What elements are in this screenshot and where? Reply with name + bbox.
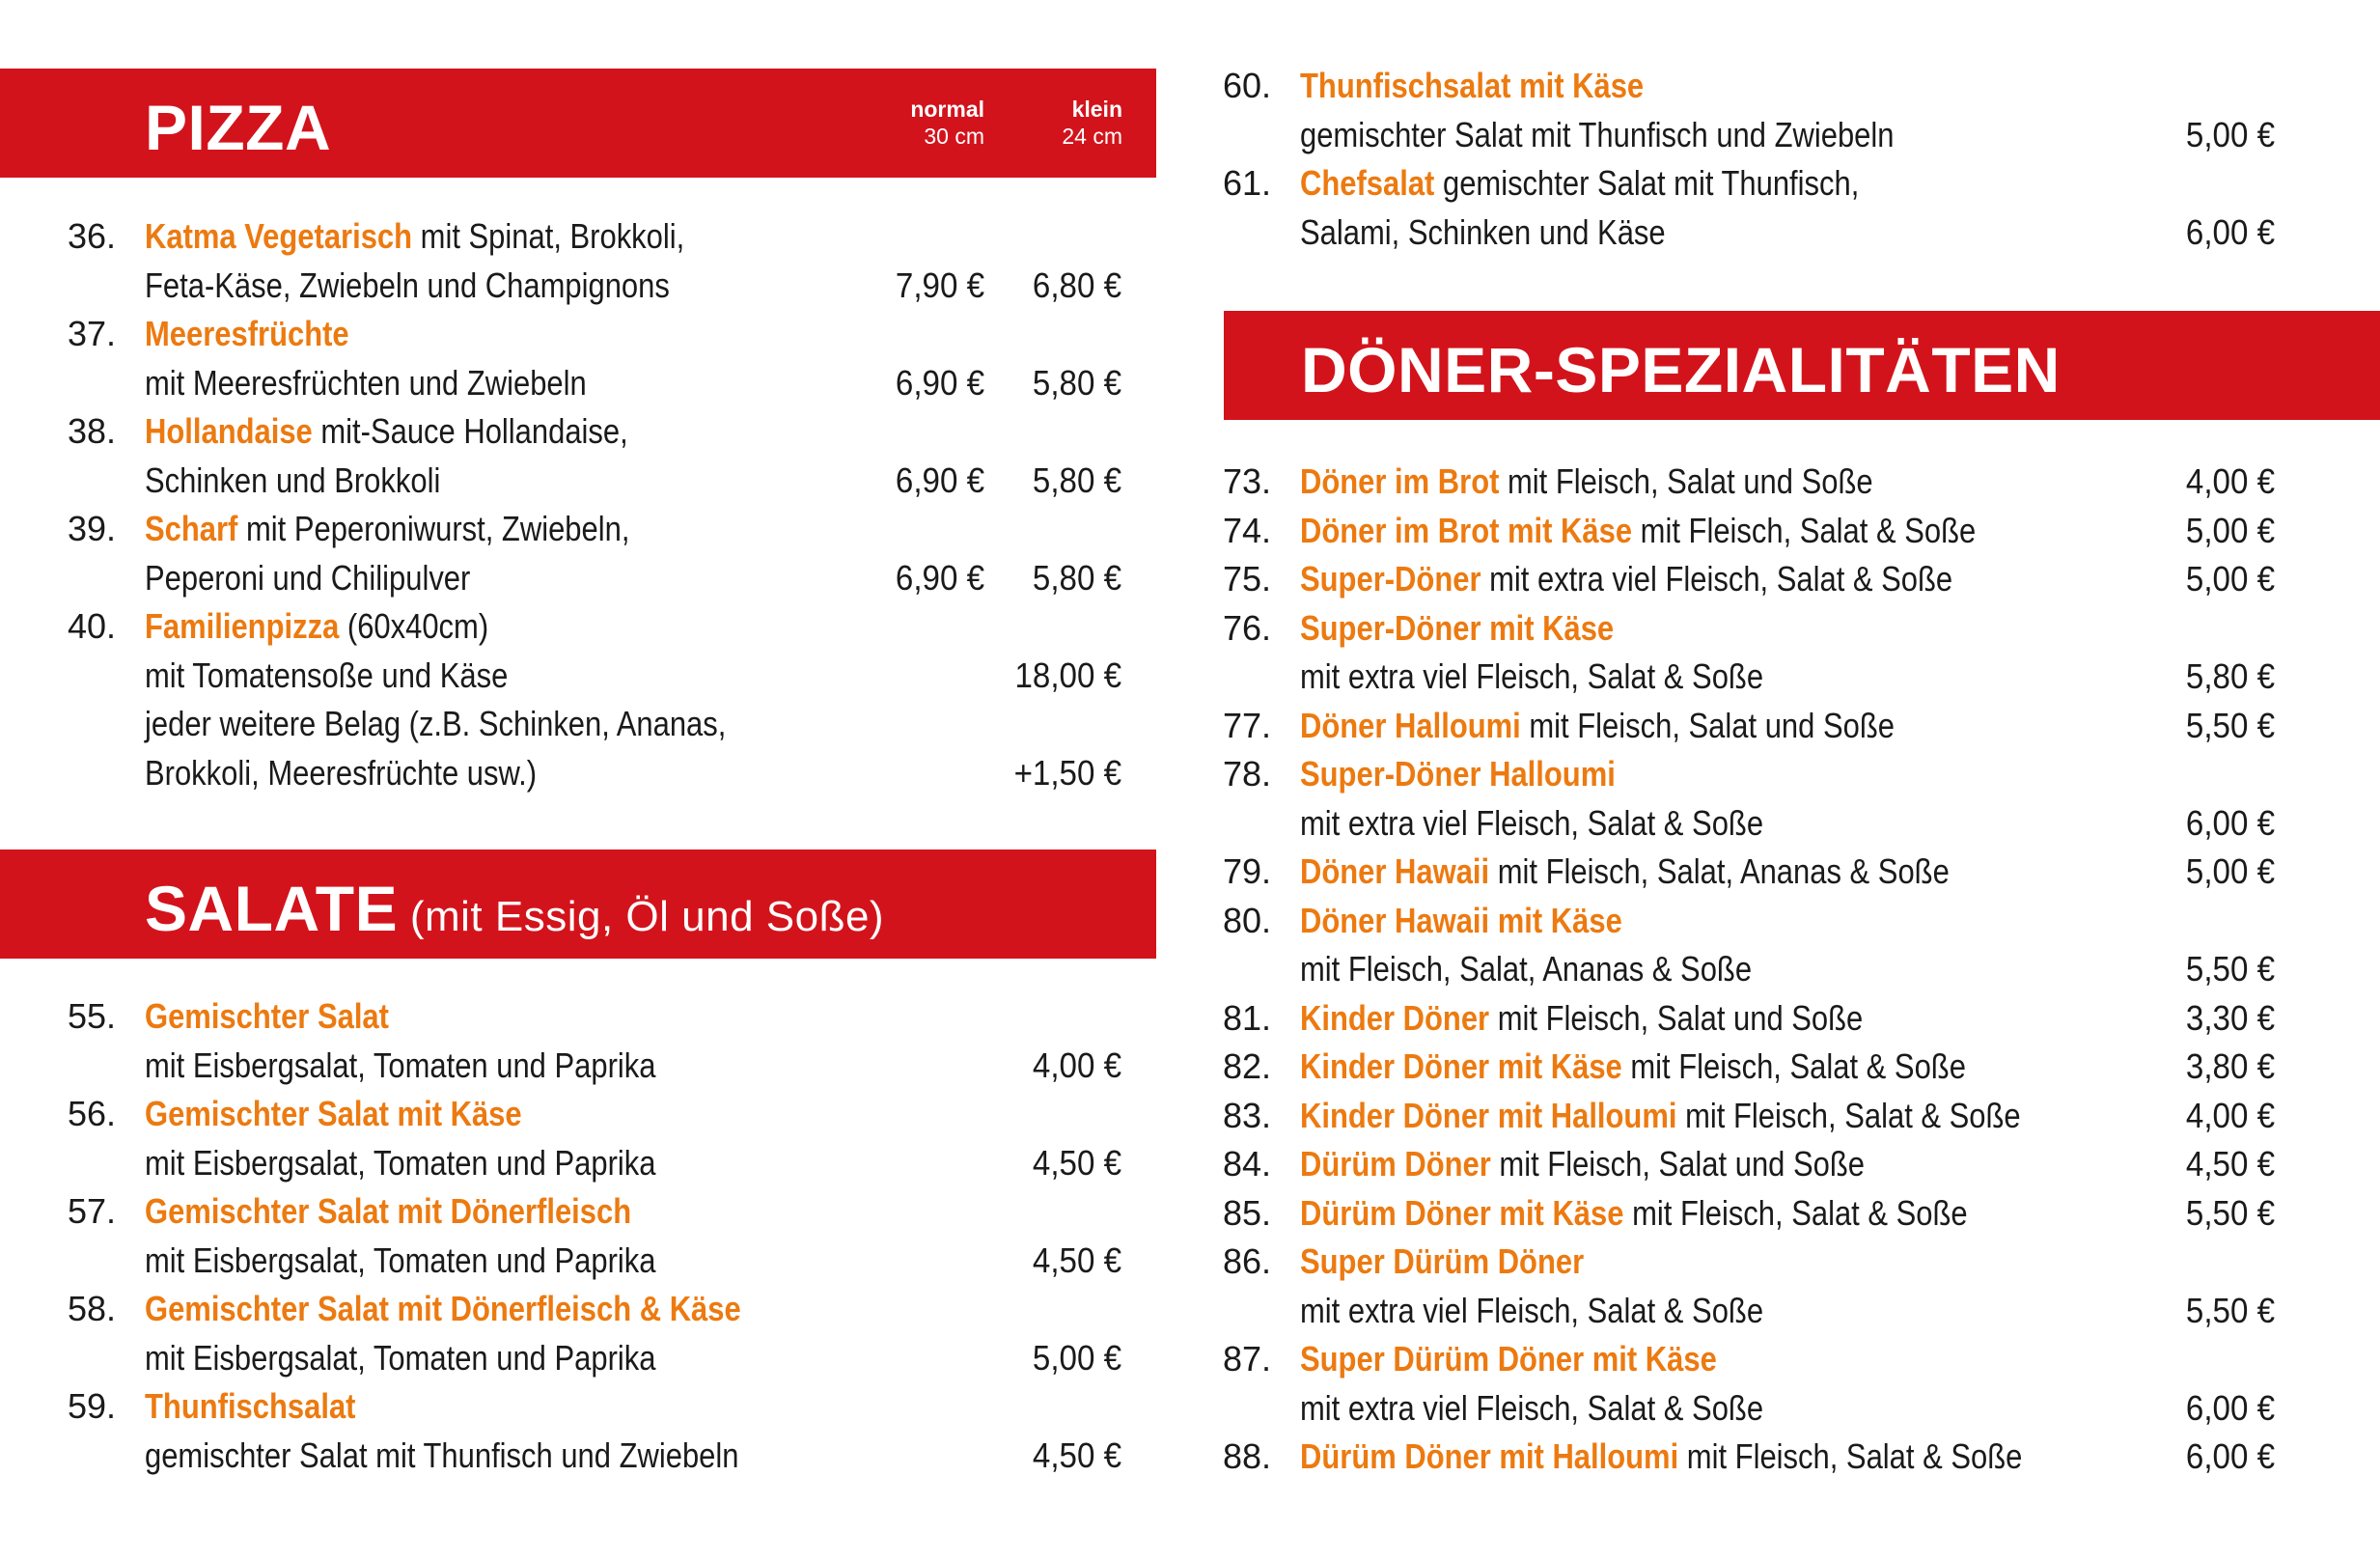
- item-name: Super-Döner Halloumi: [1300, 754, 1616, 794]
- menu-line: [58, 1090, 1129, 1138]
- item-name: Dürüm Döner: [1300, 1144, 1491, 1184]
- item-name: Kinder Döner mit Käse: [1300, 1046, 1622, 1086]
- menu-line: [58, 359, 1129, 407]
- item-description: mit Fleisch, Salat, Ananas & Soße: [1489, 851, 1950, 891]
- item-description: mit Fleisch, Salat und Soße: [1490, 1144, 1865, 1184]
- item-price: 5,50 €: [2185, 1192, 2275, 1233]
- item-price: 5,80 €: [1032, 557, 1121, 598]
- item-description: mit Fleisch, Salat und Soße: [1489, 997, 1864, 1038]
- menu-line: [58, 749, 1129, 797]
- item-number: 85.: [1222, 1192, 1271, 1233]
- item-number: 37.: [67, 314, 116, 353]
- item-text: [1300, 1092, 2021, 1140]
- item-name: Döner im Brot: [1300, 461, 1500, 501]
- item-name: Kinder Döner: [1300, 997, 1490, 1038]
- item-price: 6,00 €: [2185, 802, 2275, 843]
- item-text: [1300, 1189, 1968, 1238]
- item-name: Kinder Döner mit Halloumi: [1300, 1095, 1677, 1135]
- item-number: 87.: [1222, 1339, 1271, 1379]
- item-number: 82.: [1222, 1046, 1271, 1086]
- item-description: mit Fleisch, Salat und Soße: [1499, 461, 1873, 501]
- item-text: [1300, 1335, 1717, 1383]
- item-name: Hollandaise: [145, 411, 313, 451]
- menu-line: [1213, 945, 2323, 993]
- menu-line: [58, 1237, 1129, 1285]
- item-text: [1300, 159, 1859, 208]
- item-text: [145, 310, 349, 358]
- item-text: [1300, 799, 1763, 848]
- menu-line: [1213, 604, 2323, 653]
- item-name: Super Dürüm Döner mit Käse: [1300, 1339, 1717, 1379]
- item-name: Gemischter Salat mit Dönerfleisch & Käse: [145, 1289, 741, 1328]
- menu-line: [1213, 209, 2323, 257]
- item-description: mit extra viel Fleisch, Salat & Soße: [1481, 559, 1953, 599]
- menu-line: [58, 262, 1129, 310]
- item-description: mit Peperoniwurst, Zwiebeln,: [237, 509, 630, 548]
- item-name: Thunfischsalat: [145, 1386, 356, 1426]
- item-text: [145, 554, 470, 602]
- item-price: 6,80 €: [1032, 265, 1121, 305]
- item-description: mit Fleisch, Salat, Ananas & Soße: [1300, 949, 1753, 989]
- pizza-col-normal-size: 30 cm: [924, 124, 984, 149]
- menu-line: [1213, 799, 2323, 848]
- item-number: 78.: [1222, 754, 1271, 794]
- item-name: Döner Hawaii: [1300, 851, 1490, 891]
- item-price: 5,80 €: [1032, 460, 1121, 500]
- item-name: Meeresfrüchte: [145, 314, 349, 353]
- menu-line: [1213, 1384, 2323, 1433]
- item-text: [145, 1285, 741, 1333]
- item-name: Dürüm Döner mit Halloumi: [1300, 1436, 1679, 1476]
- item-text: [145, 700, 726, 748]
- item-price: 5,50 €: [2185, 1290, 2275, 1330]
- item-text: [1300, 209, 1666, 257]
- item-price: 5,80 €: [1032, 362, 1121, 403]
- item-name: Super Dürüm Döner: [1300, 1241, 1585, 1281]
- item-text: [1300, 994, 1863, 1043]
- item-text: [1300, 897, 1622, 945]
- item-price: 4,50 €: [2185, 1144, 2275, 1184]
- item-text: [1300, 1140, 1865, 1188]
- item-description: mit Eisbergsalat, Tomaten und Paprika: [145, 1337, 656, 1378]
- item-description: Salami, Schinken und Käse: [1300, 211, 1666, 252]
- menu-line: [58, 212, 1129, 261]
- item-price: 5,80 €: [2185, 656, 2275, 696]
- item-description: Brokkoli, Meeresfrüchte usw.): [145, 752, 538, 793]
- item-text: [1300, 111, 1894, 159]
- menu-line: [58, 992, 1129, 1041]
- item-text: [145, 505, 629, 553]
- item-number: 36.: [67, 216, 116, 256]
- item-number: 73.: [1222, 461, 1271, 501]
- item-text: [1300, 702, 1895, 750]
- item-name: Super-Döner: [1300, 559, 1481, 599]
- menu-line: [1213, 1287, 2323, 1335]
- item-text: [145, 1432, 738, 1480]
- item-description: Peperoni und Chilipulver: [145, 557, 471, 598]
- item-description: Feta-Käse, Zwiebeln und Champignons: [145, 265, 670, 305]
- menu-line: [58, 1285, 1129, 1333]
- menu-line: [58, 700, 1129, 748]
- menu-line: [1213, 1189, 2323, 1238]
- pizza-col-klein-label: klein: [1071, 97, 1122, 122]
- item-number: 80.: [1222, 900, 1271, 940]
- menu-line: [58, 1432, 1129, 1480]
- menu-line: [58, 652, 1129, 700]
- item-text: [1300, 653, 1763, 701]
- item-number: 75.: [1222, 559, 1271, 599]
- item-text: [145, 1090, 522, 1138]
- menu-line: [1213, 159, 2323, 208]
- menu-line: [58, 310, 1129, 358]
- item-description: gemischter Salat mit Thunfisch und Zwiebeln: [145, 1435, 739, 1475]
- item-text: [145, 1042, 655, 1090]
- item-price: 6,00 €: [2185, 1436, 2275, 1476]
- item-text: [145, 652, 508, 700]
- pizza-col-normal-label: normal: [910, 97, 984, 122]
- menu-line: [58, 1187, 1129, 1236]
- menu-line: [1213, 994, 2323, 1043]
- menu-line: [1213, 1043, 2323, 1091]
- menu-line: [1213, 555, 2323, 603]
- item-number: 61.: [1222, 163, 1271, 203]
- item-price: 5,00 €: [2185, 114, 2275, 154]
- item-text: [145, 212, 684, 261]
- item-text: [145, 457, 440, 505]
- menu-line: [1213, 897, 2323, 945]
- item-number: 83.: [1222, 1095, 1271, 1135]
- item-price: 6,00 €: [2185, 211, 2275, 252]
- menu-line: [58, 505, 1129, 553]
- item-text: [1300, 848, 1950, 896]
- item-text: [1300, 555, 1952, 603]
- item-description: mit Fleisch, Salat & Soße: [1621, 1046, 1966, 1086]
- item-price: 7,90 €: [895, 265, 984, 305]
- item-name: Döner Halloumi: [1300, 705, 1521, 745]
- pizza-col-klein-size: 24 cm: [1062, 124, 1122, 149]
- item-number: 57.: [67, 1191, 116, 1231]
- item-text: [1300, 507, 1976, 555]
- item-number: 81.: [1222, 997, 1271, 1038]
- item-description: gemischter Salat mit Thunfisch,: [1434, 163, 1860, 203]
- item-price: 4,50 €: [1032, 1240, 1121, 1280]
- item-price: 4,50 €: [1032, 1435, 1121, 1475]
- item-name: Chefsalat: [1300, 163, 1435, 203]
- item-description: mit Meeresfrüchten und Zwiebeln: [145, 362, 587, 403]
- item-price: 6,90 €: [895, 362, 984, 403]
- menu-line: [1213, 653, 2323, 701]
- menu-line: [58, 1382, 1129, 1431]
- item-name: Gemischter Salat mit Dönerfleisch: [145, 1191, 632, 1231]
- item-text: [145, 1187, 631, 1236]
- salate-title: [145, 873, 885, 944]
- item-description: mit-Sauce Hollandaise,: [312, 411, 628, 451]
- menu-line: [1213, 111, 2323, 159]
- menu-line: [58, 1139, 1129, 1187]
- item-name: Dürüm Döner mit Käse: [1300, 1192, 1624, 1233]
- menu-line: [1213, 750, 2323, 798]
- pizza-col-klein: [1007, 96, 1122, 150]
- menu-line: [1213, 1433, 2323, 1481]
- item-text: [1300, 1287, 1763, 1335]
- doener-banner: [1224, 311, 2380, 420]
- item-description: mit extra viel Fleisch, Salat & Soße: [1300, 656, 1764, 696]
- item-text: [145, 602, 488, 651]
- item-price: 4,00 €: [2185, 461, 2275, 501]
- doener-title: DÖNER-SPEZIALITÄTEN: [1301, 334, 2061, 405]
- menu-line: [1213, 1092, 2323, 1140]
- item-name: Döner Hawaii mit Käse: [1300, 900, 1622, 940]
- item-price: 6,90 €: [895, 460, 984, 500]
- item-price: 6,00 €: [2185, 1387, 2275, 1428]
- menu-line: [58, 1042, 1129, 1090]
- item-description: mit Eisbergsalat, Tomaten und Paprika: [145, 1045, 656, 1085]
- menu-line: [1213, 458, 2323, 506]
- item-description: mit extra viel Fleisch, Salat & Soße: [1300, 1387, 1764, 1428]
- item-description: mit Fleisch, Salat & Soße: [1623, 1192, 1968, 1233]
- item-price: 5,00 €: [2185, 559, 2275, 599]
- item-text: [1300, 1238, 1584, 1286]
- item-description: Schinken und Brokkoli: [145, 460, 441, 500]
- menu-line: [1213, 1140, 2323, 1188]
- item-text: [1300, 1433, 2022, 1481]
- item-text: [145, 992, 389, 1041]
- item-number: 55.: [67, 996, 116, 1036]
- item-price: 5,50 €: [2185, 705, 2275, 745]
- item-text: [1300, 945, 1752, 993]
- item-price: 4,50 €: [1032, 1142, 1121, 1183]
- item-price: 4,00 €: [2185, 1095, 2275, 1135]
- item-text: [145, 407, 628, 456]
- item-number: 88.: [1222, 1436, 1271, 1476]
- item-number: 76.: [1222, 607, 1271, 648]
- item-price: 3,80 €: [2185, 1046, 2275, 1086]
- item-number: 84.: [1222, 1144, 1271, 1184]
- item-price: 5,00 €: [2185, 510, 2275, 550]
- menu-line: [1213, 848, 2323, 896]
- item-price: 18,00 €: [1014, 655, 1121, 695]
- item-name: Döner im Brot mit Käse: [1300, 510, 1633, 550]
- item-description: mit Eisbergsalat, Tomaten und Paprika: [145, 1142, 656, 1183]
- item-name: Gemischter Salat: [145, 996, 389, 1036]
- item-description: mit Spinat, Brokkoli,: [412, 216, 685, 256]
- item-number: 74.: [1222, 510, 1271, 550]
- menu-line: [58, 602, 1129, 651]
- pizza-banner: [0, 69, 1156, 178]
- item-text: [1300, 604, 1614, 653]
- item-description: gemischter Salat mit Thunfisch und Zwiebeln: [1300, 114, 1895, 154]
- item-number: 77.: [1222, 705, 1271, 745]
- menu-line: [58, 1334, 1129, 1382]
- item-name: Scharf: [145, 509, 238, 548]
- item-name: Familienpizza: [145, 606, 340, 646]
- menu-line: [1213, 1238, 2323, 1286]
- item-description: jeder weitere Belag (z.B. Schinken, Ananas,: [145, 704, 727, 743]
- item-number: 38.: [67, 411, 116, 451]
- menu-line: [1213, 702, 2323, 750]
- item-number: 58.: [67, 1289, 116, 1328]
- item-price: 5,50 €: [2185, 949, 2275, 989]
- item-text: [145, 1237, 655, 1285]
- pizza-col-normal: [869, 96, 984, 150]
- item-description: mit Fleisch, Salat und Soße: [1520, 705, 1895, 745]
- item-price: 5,00 €: [1032, 1337, 1121, 1378]
- item-name: Katma Vegetarisch: [145, 216, 413, 256]
- item-description: mit Fleisch, Salat & Soße: [1676, 1095, 2021, 1135]
- item-description: mit Fleisch, Salat & Soße: [1632, 510, 1977, 550]
- item-number: 40.: [67, 606, 116, 646]
- item-number: 79.: [1222, 851, 1271, 891]
- menu-line: [58, 554, 1129, 602]
- menu-line: [1213, 1335, 2323, 1383]
- menu-line: [1213, 62, 2323, 110]
- item-name: Thunfischsalat mit Käse: [1300, 66, 1645, 105]
- item-number: 60.: [1222, 66, 1271, 105]
- item-name: Gemischter Salat mit Käse: [145, 1094, 522, 1133]
- item-text: [1300, 1384, 1763, 1433]
- salate-banner: [0, 850, 1156, 959]
- item-number: 39.: [67, 509, 116, 548]
- salate-subtitle: (mit Essig, Öl und Soße): [398, 893, 885, 940]
- menu-line: [58, 407, 1129, 456]
- item-text: [145, 749, 537, 797]
- item-price: 4,00 €: [1032, 1045, 1121, 1085]
- menu-line: [58, 457, 1129, 505]
- item-description: mit Fleisch, Salat & Soße: [1678, 1436, 2023, 1476]
- item-description: mit extra viel Fleisch, Salat & Soße: [1300, 802, 1764, 843]
- item-price: 6,90 €: [895, 557, 984, 598]
- item-description: mit Tomatensoße und Käse: [145, 655, 509, 695]
- item-text: [1300, 1043, 1966, 1091]
- item-name: Super-Döner mit Käse: [1300, 607, 1615, 648]
- item-description: mit extra viel Fleisch, Salat & Soße: [1300, 1290, 1764, 1330]
- item-number: 86.: [1222, 1241, 1271, 1281]
- item-text: [145, 1139, 655, 1187]
- item-price: +1,50 €: [1013, 752, 1121, 793]
- item-price: 3,30 €: [2185, 997, 2275, 1038]
- menu-line: [1213, 507, 2323, 555]
- item-text: [145, 1334, 655, 1382]
- item-price: 5,00 €: [2185, 851, 2275, 891]
- item-text: [1300, 62, 1644, 110]
- item-text: [145, 359, 587, 407]
- item-number: 59.: [67, 1386, 116, 1426]
- item-text: [145, 262, 670, 310]
- salate-title-text: SALATE: [145, 873, 399, 944]
- item-description: mit Eisbergsalat, Tomaten und Paprika: [145, 1240, 656, 1280]
- item-text: [1300, 750, 1616, 798]
- item-text: [145, 1382, 355, 1431]
- item-text: [1300, 458, 1873, 506]
- item-description: (60x40cm): [339, 606, 489, 646]
- item-number: 56.: [67, 1094, 116, 1133]
- pizza-title: PIZZA: [145, 92, 332, 163]
